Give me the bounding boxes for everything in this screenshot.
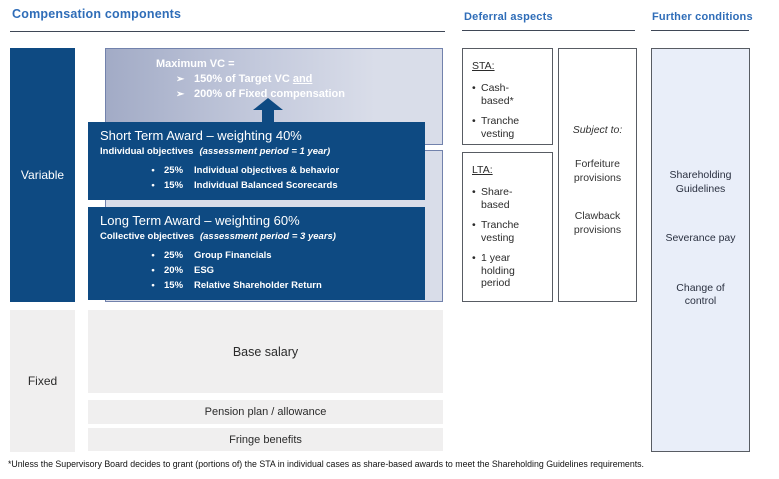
further-conditions-box <box>651 48 750 452</box>
short-term-bullet-list <box>142 165 415 191</box>
arrow-bullet-icon: ➢ <box>176 89 185 100</box>
award-bullet <box>142 280 415 291</box>
maximum-vc-item-1-text <box>194 72 312 87</box>
long-term-award-box <box>88 207 425 300</box>
further-conditions-header: Further conditions <box>652 11 753 23</box>
further-header-underline <box>651 30 749 31</box>
bullet-dot-icon: • <box>151 165 155 176</box>
long-term-award-subtitle <box>100 231 415 243</box>
variable-row-label <box>10 48 75 302</box>
up-arrow-stem <box>262 109 274 123</box>
bullet-dot-icon: • <box>151 280 155 291</box>
lta-item <box>472 252 545 290</box>
sta-item-text: Tranche vesting <box>481 115 520 140</box>
long-term-subtitle-text: Collective objectives <box>100 231 194 242</box>
award-bullet <box>142 165 415 176</box>
lta-heading: LTA: <box>472 164 493 176</box>
bullet-pct: 25% <box>164 250 184 261</box>
base-salary-label: Base salary <box>232 344 299 359</box>
sta-item <box>472 82 545 107</box>
lta-item <box>472 219 545 244</box>
bullet-dot-icon: • <box>472 219 476 231</box>
bullet-dot-icon: • <box>472 252 476 264</box>
subject-item: Forfeiture provisions <box>573 158 622 184</box>
maximum-vc-item-2 <box>176 87 442 102</box>
further-item: Severance pay <box>665 232 736 244</box>
fixed-label-text: Fixed <box>27 374 58 388</box>
fixed-row-label <box>10 310 75 452</box>
lta-item-text: Share-based <box>481 186 513 211</box>
maximum-vc-item-1 <box>176 72 442 87</box>
long-term-subtitle-note: (assessment period = 3 years) <box>199 231 336 242</box>
sta-heading: STA: <box>472 60 495 72</box>
bullet-label: Group Financials <box>194 250 272 261</box>
bullet-pct: 15% <box>164 180 184 191</box>
short-term-award-title: Short Term Award – weighting 40% <box>100 128 302 143</box>
sta-item <box>472 115 545 140</box>
bullet-label: Relative Shareholder Return <box>194 280 322 291</box>
award-bullet <box>142 250 415 261</box>
bullet-dot-icon: • <box>151 265 155 276</box>
bullet-dot-icon: • <box>151 180 155 191</box>
short-term-subtitle-text: Individual objectives <box>100 146 194 157</box>
variable-label-text: Variable <box>20 168 65 182</box>
arrow-bullet-icon: ➢ <box>176 74 185 85</box>
bullet-dot-icon: • <box>472 186 476 198</box>
fringe-benefits-box <box>88 428 443 451</box>
short-term-award-subtitle <box>100 146 415 158</box>
award-bullet <box>142 180 415 191</box>
lta-item <box>472 186 545 211</box>
subject-to-box <box>558 48 637 302</box>
short-term-award-box <box>88 122 425 200</box>
compensation-header-underline <box>10 31 445 32</box>
further-item: Shareholding Guidelines <box>669 169 732 195</box>
lta-item-text: 1 year holding period <box>481 252 515 289</box>
further-item: Change of control <box>676 281 725 307</box>
bullet-label: Individual objectives & behavior <box>194 165 340 176</box>
subject-to-lead: Subject to: <box>572 124 623 136</box>
deferral-header-underline <box>462 30 635 31</box>
lta-deferral-box <box>462 152 553 302</box>
maximum-vc-item-2-text: 200% of Fixed compensation <box>194 88 345 100</box>
subject-item: Clawback provisions <box>573 210 622 236</box>
sta-deferral-box <box>462 48 553 145</box>
bullet-dot-icon: • <box>472 82 476 94</box>
long-term-bullet-list <box>142 250 415 291</box>
maximum-vc-title: Maximum VC = <box>156 58 235 70</box>
bullet-pct: 15% <box>164 280 184 291</box>
deferral-aspects-header: Deferral aspects <box>464 11 553 23</box>
award-bullet <box>142 265 415 276</box>
fringe-benefits-label: Fringe benefits <box>229 433 302 446</box>
bullet-dot-icon: • <box>151 250 155 261</box>
pension-plan-box <box>88 400 443 424</box>
pension-plan-label: Pension plan / allowance <box>204 406 327 418</box>
bullet-dot-icon: • <box>472 115 476 127</box>
short-term-subtitle-note: (assessment period = 1 year) <box>199 146 331 157</box>
maximum-vc-item-1-and: and <box>292 73 313 85</box>
compensation-components-header: Compensation components <box>12 7 182 21</box>
footnote-text: *Unless the Supervisory Board decides to grant (portions of) the STA in individual cases as share-based awards to meet the Shareholding Guidelines requirements. <box>8 459 644 469</box>
maximum-vc-item-1-prefix: 150% of Target VC <box>194 73 290 85</box>
bullet-label: ESG <box>194 265 215 276</box>
bullet-label: Individual Balanced Scorecards <box>194 180 338 191</box>
bullet-pct: 25% <box>164 165 184 176</box>
lta-item-text: Tranche vesting <box>481 219 520 244</box>
bullet-pct: 20% <box>164 265 184 276</box>
long-term-award-title: Long Term Award – weighting 60% <box>100 213 300 228</box>
sta-item-text: Cash-based* <box>481 82 514 107</box>
base-salary-box <box>88 310 443 393</box>
